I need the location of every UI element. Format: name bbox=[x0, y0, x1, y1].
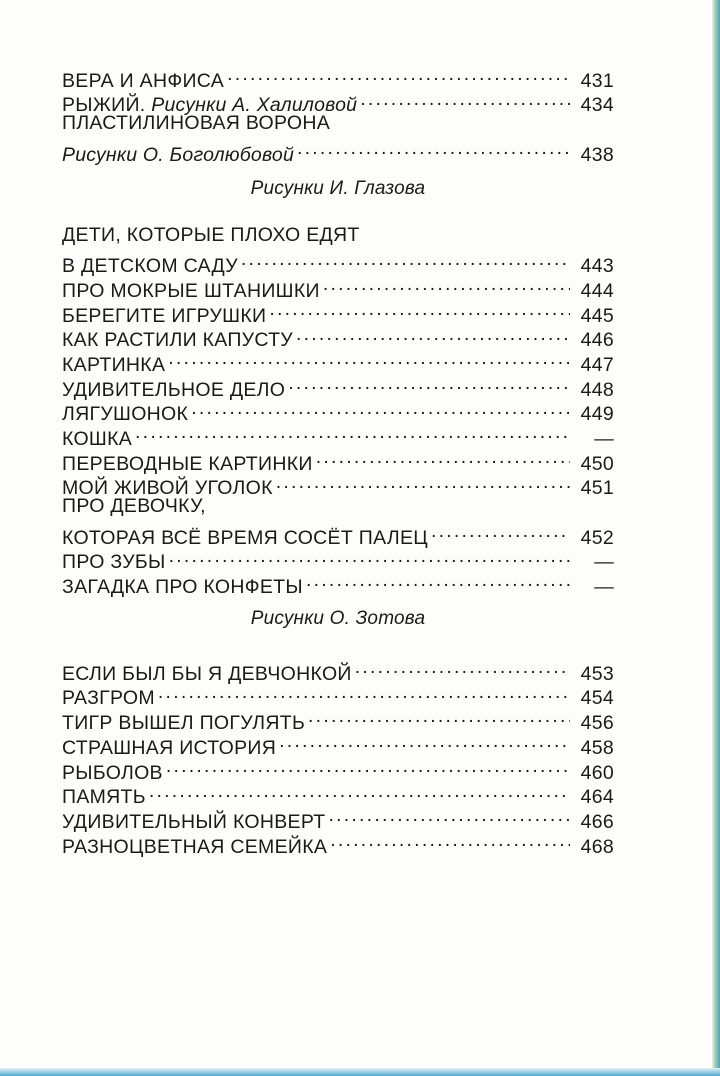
toc-entry-title: ЗАГАДКА ПРО КОНФЕТЫ bbox=[62, 576, 303, 599]
toc-entry bbox=[62, 62, 614, 92]
toc-entry-title: РЫЖИЙ. bbox=[62, 94, 146, 117]
dot-leader bbox=[323, 272, 570, 297]
dot-leader bbox=[306, 568, 570, 593]
toc-entry-title: БЕРЕГИТЕ ИГРУШКИ bbox=[62, 304, 267, 327]
cover-edge-bottom bbox=[0, 1068, 720, 1076]
dot-leader bbox=[135, 420, 570, 445]
toc-entry bbox=[62, 136, 614, 166]
toc-entry-title: КОТОРАЯ ВСЁ ВРЕМЯ СОСЁТ ПАЛЕЦ bbox=[62, 526, 428, 549]
dot-leader bbox=[158, 680, 570, 705]
dot-leader bbox=[330, 828, 570, 853]
toc-entry-page: 451 bbox=[580, 477, 614, 500]
toc-entry-page: — bbox=[594, 551, 614, 574]
dot-leader bbox=[241, 247, 570, 272]
toc-entry-page: 460 bbox=[580, 761, 614, 784]
toc-entry-title: ЕСЛИ БЫЛ БЫ Я ДЕВЧОНКОЙ bbox=[62, 662, 352, 685]
toc-entry-title: ПРО ЗУБЫ bbox=[62, 551, 166, 574]
dot-leader bbox=[191, 396, 570, 421]
toc-entry bbox=[62, 519, 614, 549]
toc-entry-title: ЛЯГУШОНОК bbox=[62, 403, 189, 426]
toc-entry bbox=[62, 445, 614, 475]
toc-entry-page: 456 bbox=[580, 712, 614, 735]
toc-entry-title: В ДЕТСКОМ САДУ bbox=[62, 255, 238, 278]
toc-entry-page: 443 bbox=[580, 255, 614, 278]
toc-entry-title: КАРТИНКА bbox=[62, 353, 166, 376]
toc-entry-page: 466 bbox=[580, 810, 614, 833]
toc-entry-page: 448 bbox=[580, 378, 614, 401]
table-of-contents bbox=[62, 62, 614, 858]
toc-entry bbox=[62, 655, 614, 685]
toc-entry bbox=[62, 247, 614, 278]
toc-entry-page: 434 bbox=[580, 94, 614, 117]
toc-entry-title: ПАМЯТЬ bbox=[62, 786, 146, 809]
toc-entry-title: УДИВИТЕЛЬНЫЙ КОНВЕРТ bbox=[62, 810, 326, 833]
toc-entry-title: СТРАШНАЯ ИСТОРИЯ bbox=[62, 736, 277, 759]
toc-entry-title: РАЗНОЦВЕТНАЯ СЕМЕЙКА bbox=[62, 835, 328, 858]
toc-entry-title: ПЕРЕВОДНЫЕ КАРТИНКИ bbox=[62, 452, 313, 475]
toc-entry-page: 431 bbox=[580, 69, 614, 92]
toc-entry-title: КАК РАСТИЛИ КАПУСТУ bbox=[62, 329, 293, 352]
dot-leader bbox=[308, 704, 570, 729]
dot-leader bbox=[329, 803, 571, 828]
toc-entry-page: 445 bbox=[580, 304, 614, 327]
toc-entry-page: — bbox=[594, 576, 614, 599]
toc-entry-title: ДЕТИ, КОТОРЫЕ ПЛОХО ЕДЯТ bbox=[62, 223, 360, 246]
toc-entry-illustrator: Рисунки О. Боголюбовой bbox=[62, 143, 295, 166]
toc-entry-page: 444 bbox=[580, 279, 614, 302]
toc-entry-page: 454 bbox=[580, 687, 614, 710]
toc-entry-page: 446 bbox=[580, 329, 614, 352]
toc-entry bbox=[62, 420, 614, 450]
dot-leader bbox=[360, 87, 570, 112]
dot-leader bbox=[431, 519, 570, 544]
toc-entry-title: ПЛАСТИЛИНОВАЯ ВОРОНА bbox=[62, 112, 331, 135]
toc-entry-title: РАЗГРОМ bbox=[62, 687, 155, 710]
dot-leader bbox=[279, 729, 570, 754]
toc-entry bbox=[62, 223, 614, 248]
toc-entry-page: 450 bbox=[580, 452, 614, 475]
dot-leader bbox=[166, 754, 570, 779]
toc-entry-page: 449 bbox=[580, 403, 614, 426]
toc-entry-page: — bbox=[594, 427, 614, 450]
dot-leader bbox=[296, 322, 570, 347]
toc-entry-title: РЫБОЛОВ bbox=[62, 761, 163, 784]
toc-entry-page: 464 bbox=[580, 786, 614, 809]
dot-leader bbox=[316, 445, 570, 470]
toc-entry-page: 458 bbox=[580, 736, 614, 759]
dot-leader bbox=[169, 544, 570, 569]
toc-entry-page: 438 bbox=[580, 143, 614, 166]
toc-entry-title: ПРО МОКРЫЕ ШТАНИШКИ bbox=[62, 279, 320, 302]
dot-leader bbox=[276, 470, 570, 495]
toc-entry-page: 468 bbox=[580, 835, 614, 858]
cover-edge-right bbox=[712, 0, 720, 1076]
dot-leader bbox=[297, 136, 570, 161]
dot-leader bbox=[269, 297, 570, 322]
toc-entry-illustrator: Рисунки А. Халиловой bbox=[151, 94, 358, 117]
toc-entry-title: ПРО ДЕВОЧКУ, bbox=[62, 495, 206, 518]
section-heading: Рисунки И. Глазова bbox=[250, 177, 426, 199]
toc-entry bbox=[62, 494, 614, 519]
toc-entry-page: 452 bbox=[580, 526, 614, 549]
dot-leader bbox=[168, 346, 570, 371]
toc-entry-title: ТИГР ВЫШЕЛ ПОГУЛЯТЬ bbox=[62, 712, 306, 735]
toc-entry-title: УДИВИТЕЛЬНОЕ ДЕЛО bbox=[62, 378, 286, 401]
section-heading: Рисунки О. Зотова bbox=[250, 608, 426, 630]
dot-leader bbox=[227, 62, 570, 87]
toc-entry-title: КОШКА bbox=[62, 427, 133, 450]
dot-leader bbox=[149, 779, 570, 804]
dot-leader bbox=[355, 655, 570, 680]
toc-entry-page: 453 bbox=[580, 662, 614, 685]
toc-entry-title: ВЕРА И АНФИСА bbox=[62, 69, 225, 92]
toc-entry-page: 447 bbox=[580, 353, 614, 376]
dot-leader bbox=[288, 371, 570, 396]
toc-entry-title: МОЙ ЖИВОЙ УГОЛОК bbox=[62, 477, 273, 500]
